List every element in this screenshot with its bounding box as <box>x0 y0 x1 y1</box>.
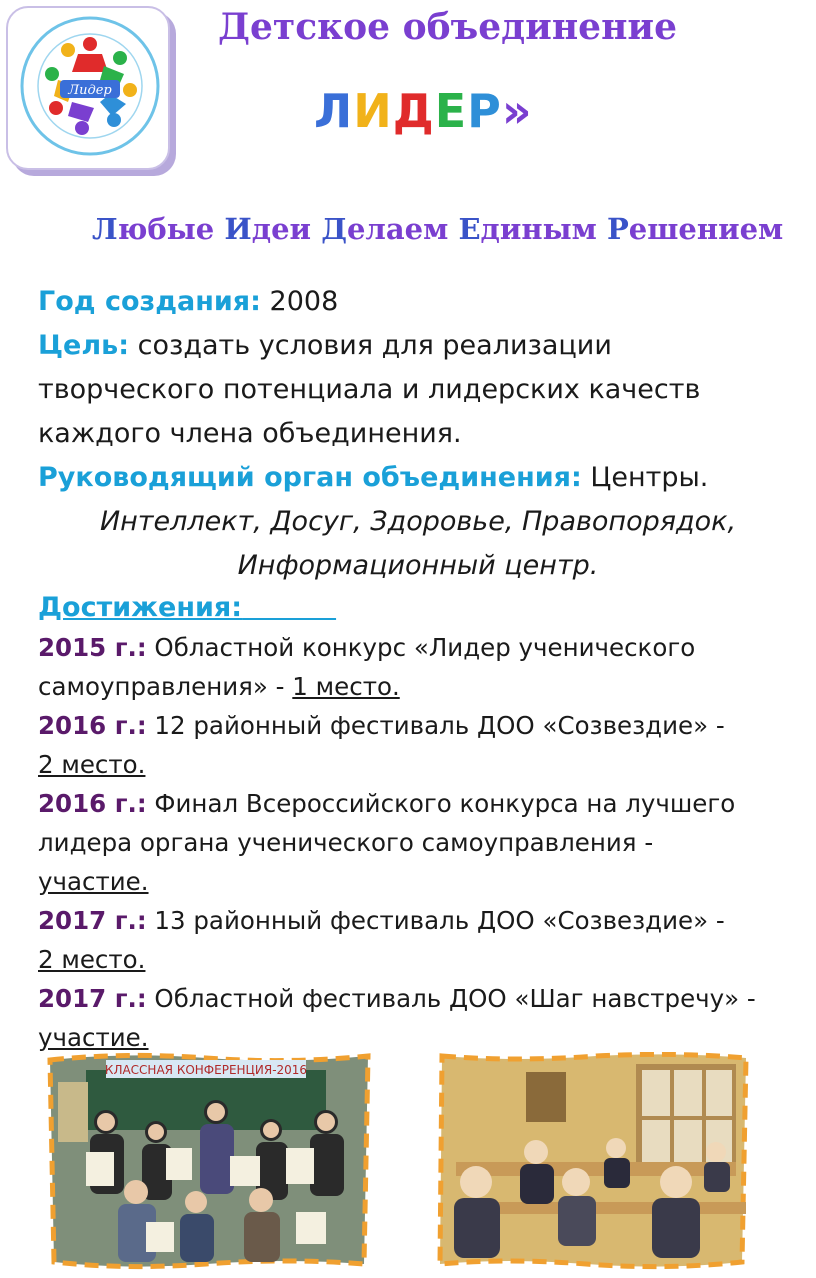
achievement-text: 13 районный фестиваль ДОО «Созвездие» - <box>154 906 725 935</box>
goal-line <box>38 324 798 368</box>
achievement-item-cont <box>38 862 798 901</box>
brand-letter: Д <box>392 84 435 138</box>
achievement-item <box>38 628 798 667</box>
brand-name <box>314 84 533 138</box>
motto-word <box>607 212 783 246</box>
centers-line-2: Информационный центр. <box>237 550 599 581</box>
brand-letter: Е <box>434 84 468 138</box>
motto-capital: Е <box>458 212 481 246</box>
achievement-item <box>38 706 798 745</box>
organ-value: Центры. <box>590 462 709 493</box>
goal-text-2: творческого потенциала и лидерских качеств <box>38 374 701 405</box>
achievement-year: 2015 г.: <box>38 633 147 662</box>
achievement-year: 2016 г.: <box>38 789 147 818</box>
achievement-item <box>38 979 798 1018</box>
motto-word <box>224 212 311 246</box>
achievement-result: 2 место. <box>38 945 146 974</box>
year-label: Год создания: <box>38 286 261 317</box>
achievement-text-2: самоуправления» - <box>38 672 293 701</box>
classroom-photo <box>436 1052 750 1270</box>
achievement-item-cont <box>38 667 798 706</box>
motto-rest: ешением <box>628 212 784 246</box>
achievement-year: 2016 г.: <box>38 711 147 740</box>
brand-letter: Р <box>467 84 502 138</box>
leader-emblem-icon <box>8 8 168 168</box>
achievement-year: 2017 г.: <box>38 906 147 935</box>
goal-label: Цель: <box>38 330 130 361</box>
svg-text:Лидер: Лидер <box>68 83 112 98</box>
motto-rest: деи <box>251 212 312 246</box>
motto-capital: Д <box>321 212 347 246</box>
motto-capital: Р <box>606 212 629 246</box>
achievement-text: Финал Всероссийского конкурса на лучшего <box>154 789 736 818</box>
achievements-heading-text: Достижения: <box>38 592 243 623</box>
motto-rest: диным <box>480 212 597 246</box>
motto-word <box>92 212 214 246</box>
achievement-item <box>38 901 798 940</box>
goal-text-3: каждого члена объединения. <box>38 418 462 449</box>
logo <box>6 6 170 170</box>
organ-line <box>38 456 798 500</box>
brand-letter: » <box>501 84 533 138</box>
brand-letter: Л <box>314 84 354 138</box>
achievements-heading <box>38 588 798 628</box>
class-conference-photo <box>46 1052 372 1270</box>
motto-rest: юбые <box>117 212 215 246</box>
year-line <box>38 280 798 324</box>
achievement-text: 12 районный фестиваль ДОО «Созвездие» - <box>154 711 725 740</box>
achievement-result: 1 место. <box>292 672 400 701</box>
motto-rest: елаем <box>346 212 449 246</box>
year-value: 2008 <box>269 286 339 317</box>
achievement-item <box>38 784 798 823</box>
info-section <box>38 280 798 1057</box>
goal-text-1: создать условия для реализации <box>137 330 612 361</box>
motto-word <box>321 212 448 246</box>
achievement-result: участие. <box>38 1023 149 1052</box>
motto <box>92 212 783 246</box>
achievement-result: участие. <box>38 867 149 896</box>
motto-capital: И <box>224 212 252 246</box>
achievement-item-cont <box>38 745 798 784</box>
achievement-item-cont <box>38 940 798 979</box>
motto-capital: Л <box>92 212 118 246</box>
centers-line-1: Интеллект, Досуг, Здоровье, Правопорядок, <box>99 506 737 537</box>
motto-word <box>458 212 596 246</box>
achievement-year: 2017 г.: <box>38 984 147 1013</box>
org-title: Детское объединение <box>218 6 678 48</box>
board-caption: КЛАССНАЯ КОНФЕРЕНЦИЯ-2016 <box>104 1063 308 1077</box>
organ-label: Руководящий орган объединения: <box>38 462 582 493</box>
achievement-text-line: лидера органа ученического самоуправления - <box>38 828 654 857</box>
achievement-text: Областной конкурс «Лидер ученического <box>154 633 696 662</box>
achievement-text: Областной фестиваль ДОО «Шаг навстречу» - <box>154 984 756 1013</box>
achievement-result: 2 место. <box>38 750 146 779</box>
brand-letter: И <box>353 84 393 138</box>
